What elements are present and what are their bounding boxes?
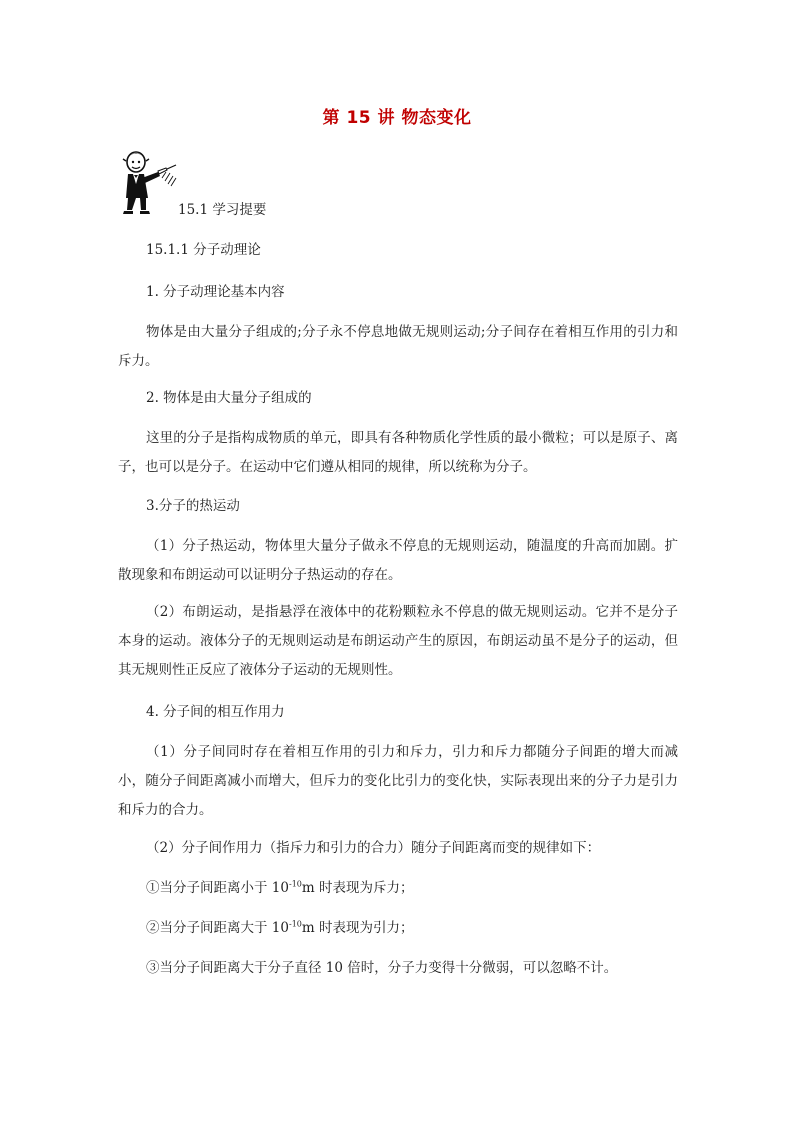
list-item: ①当分子间距离小于 $10^{-10}m$ 时表现为斥力； [146, 879, 414, 896]
list-item: ②当分子间距离大于 $10^{-10}m$ 时表现为引力； [146, 919, 414, 936]
teacher-illustration [118, 148, 182, 216]
paragraph-6: （2）分子间作用力（指斥力和引力的合力）随分子间距离而变的规律如下： [146, 840, 601, 856]
paragraph-3: （1）分子热运动，物体里大量分子做永不停息的无规则运动，随温度的升高而加剧。扩散现象和布朗运动可以证明分子热运动的存在。 [118, 538, 678, 583]
paragraph-2: 这里的分子是指构成物质的单元，即具有各种物质化学性质的最小微粒；可以是原子、离子，也可以是分子。在运动中它们遵从相同的规律，所以统称为分子。 [118, 430, 678, 475]
paragraph-5: （1）分子间同时存在着相互作用的引力和斥力，引力和斥力都随分子间距的增大而减小，随分子间距离减小而增大，但斥力的变化比引力的变化快，实际表现出来的分子力是引力和斥力的合力。 [118, 744, 678, 818]
subsection-heading: 15.1.1 分子动理论 [146, 242, 261, 258]
list-item: ③当分子间距离大于分子直径 10 倍时，分子力变得十分微弱，可以忽略不计。 [146, 960, 618, 976]
heading-2: 2. 物体是由大量分子组成的 [146, 390, 312, 406]
paragraph-4: （2）布朗运动，是指悬浮在液体中的花粉颗粒永不停息的做无规则运动。它并不是分子本身的运动。液体分子的无规则运动是布朗运动产生的原因，布朗运动虽不是分子的运动，但其无规则性正反应了液体分子运动的无规则性。 [118, 604, 678, 678]
heading-4: 4. 分子间的相互作用力 [146, 704, 285, 720]
paragraph-1: 物体是由大量分子组成的;分子永不停息地做无规则运动;分子间存在着相互作用的引力和斥力。 [118, 324, 678, 369]
heading-1: 1. 分子动理论基本内容 [146, 284, 285, 300]
page-title: 第 15 讲 物态变化 [322, 108, 472, 128]
section-heading: 15.1 学习提要 [178, 202, 267, 218]
heading-3: 3.分子的热运动 [146, 498, 240, 514]
